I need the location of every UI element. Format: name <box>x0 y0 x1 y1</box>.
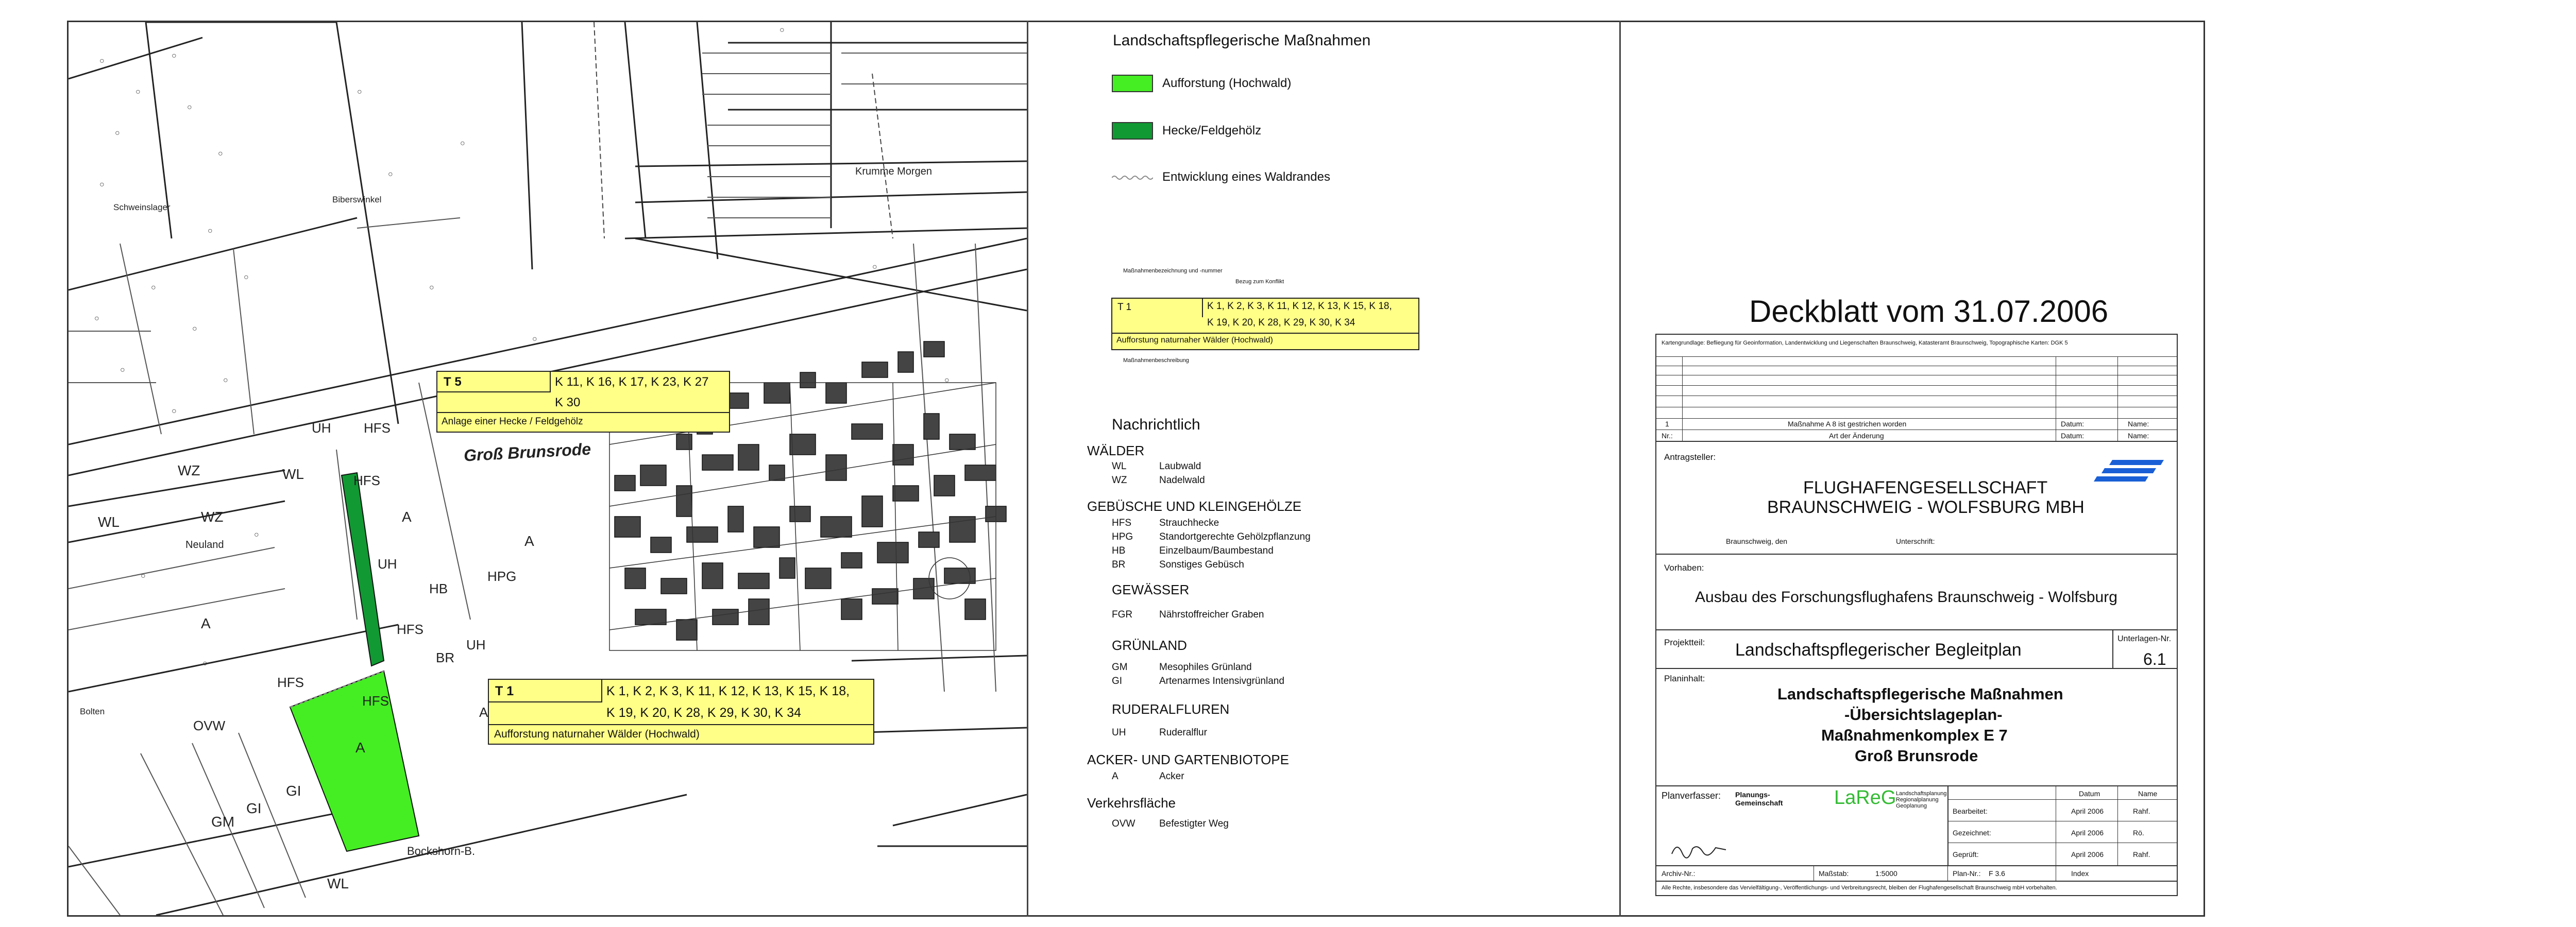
svg-text:○: ○ <box>357 88 362 96</box>
biotope-code: HB <box>1112 545 1126 556</box>
signature <box>1669 838 1731 859</box>
swatch-hecke <box>1112 122 1153 140</box>
svg-text:○: ○ <box>460 139 465 148</box>
biotope-code: WL <box>1112 461 1127 472</box>
conflict-refs-line1: K 11, K 16, K 17, K 23, K 27 <box>555 375 709 389</box>
biotope-label-a: A <box>402 509 412 525</box>
sign-place: Braunschweig, den <box>1726 537 1788 545</box>
example-note-ref: Bezug zum Konflikt <box>1235 279 1284 285</box>
biotope-label-gi: GI <box>246 800 262 816</box>
map-legend-divider <box>1027 21 1028 917</box>
swatch-aufforstung <box>1112 75 1153 92</box>
svg-text:○: ○ <box>532 335 537 344</box>
biotope-label: Laubwald <box>1159 461 1201 472</box>
biotope-label: Ruderalflur <box>1159 727 1207 738</box>
measure-code: T 1 <box>495 684 514 698</box>
bearbeitet-label: Bearbeitet: <box>1953 807 1988 815</box>
projektteil-label: Projektteil: <box>1664 638 1705 647</box>
planinhalt-line2: -Übersichtslageplan- <box>1844 706 2003 724</box>
svg-text:○: ○ <box>172 52 177 60</box>
biotope-code: GM <box>1112 662 1128 673</box>
gezeichnet-label: Gezeichnet: <box>1953 829 1991 837</box>
legend-group-heading: ACKER- UND GARTENBIOTOPE <box>1087 752 1289 767</box>
biotope-label-uh: UH <box>378 556 397 572</box>
biotope-label-a: A <box>479 705 488 720</box>
conflict-refs-line1: K 1, K 2, K 3, K 11, K 12, K 13, K 15, K 18, <box>606 684 850 698</box>
legend-group-heading: GRÜNLAND <box>1112 638 1187 653</box>
geprueft-name: Rahf. <box>2133 850 2150 859</box>
svg-text:○: ○ <box>779 26 785 35</box>
svg-text:○: ○ <box>872 263 877 271</box>
biotope-code: GI <box>1112 676 1123 686</box>
biotope-code: UH <box>1112 727 1126 738</box>
lareg-subtitle: Landschaftsplanung Regionalplanung Geoplanung <box>1896 791 1947 809</box>
sign-label: Unterschrift: <box>1896 537 1935 545</box>
svg-text:○: ○ <box>388 170 393 179</box>
projektteil-text: Landschaftspflegerischer Begleitplan <box>1735 640 2022 660</box>
biotope-label: Nadelwald <box>1159 475 1205 486</box>
biotope-label: Mesophiles Grünland <box>1159 662 1252 673</box>
revision-text: Maßnahme A 8 ist gestrichen worden <box>1788 420 1907 428</box>
planinhalt-line3: Maßnahmenkomplex E 7 <box>1821 726 2008 744</box>
biotope-label-wz: WZ <box>201 509 224 525</box>
company-line2: BRAUNSCHWEIG - WOLFSBURG MBH <box>1767 497 2084 517</box>
measure-description: Anlage einer Hecke / Feldgehölz <box>442 416 583 427</box>
map-area <box>69 22 1027 915</box>
biotope-label-uh: UH <box>312 420 331 436</box>
legend-item-label: Hecke/Feldgehölz <box>1162 124 1262 138</box>
biotope-code: FGR <box>1112 609 1133 620</box>
legend-group-heading: WÄLDER <box>1087 443 1145 458</box>
archiv-label: Archiv-Nr.: <box>1662 869 1696 878</box>
planinhalt-label: Planinhalt: <box>1664 674 1705 683</box>
measure-box-t5 <box>436 371 730 433</box>
biotope-label-br: BR <box>436 650 455 665</box>
airport-company-logo <box>2092 456 2166 487</box>
biotope-label-a: A <box>201 615 211 631</box>
svg-text:○: ○ <box>254 530 259 539</box>
company-line1: FLUGHAFENGESELLSCHAFT <box>1803 478 2048 497</box>
legend-titleblock-divider <box>1619 21 1621 917</box>
legend-item-label: Entwicklung eines Waldrandes <box>1162 170 1330 184</box>
biotope-label-hpg: HPG <box>487 569 517 584</box>
biotope-label-wl: WL <box>327 876 349 891</box>
place-label-neuland: Neuland <box>185 539 224 551</box>
measure-box-t1 <box>488 679 874 745</box>
legend-title: Landschaftspflegerische Maßnahmen <box>1113 32 1371 49</box>
measure-description: Aufforstung naturnaher Wälder (Hochwald) <box>1116 336 1273 345</box>
biotope-label: Befestigter Weg <box>1159 818 1229 829</box>
svg-text:○: ○ <box>944 376 950 385</box>
bearbeitet-name: Rahf. <box>2133 807 2150 815</box>
biotope-label-hfs: HFS <box>364 420 391 436</box>
biotope-label: Artenarmes Intensivgrünland <box>1159 676 1284 686</box>
biotope-label-gi: GI <box>286 783 301 799</box>
measure-code: T 1 <box>1117 302 1132 313</box>
svg-text:○: ○ <box>192 324 197 333</box>
legend-group-heading: GEBÜSCHE UND KLEINGEHÖLZE <box>1087 499 1302 514</box>
deckblatt-title: Deckblatt vom 31.07.2006 <box>1749 294 2109 329</box>
massstab-value: 1:5000 <box>1875 869 1897 878</box>
place-label-krumme-morgen: Krumme Morgen <box>855 166 932 177</box>
conflict-refs-line2: K 19, K 20, K 28, K 29, K 30, K 34 <box>606 706 802 720</box>
biotope-label-a: A <box>524 533 534 549</box>
place-label-biberswinkel: Biberswinkel <box>332 195 382 204</box>
place-label-bockshorn: Bockshorn-B. <box>407 845 476 857</box>
conflict-refs-line1: K 1, K 2, K 3, K 11, K 12, K 13, K 15, K 18, <box>1207 301 1392 312</box>
datum-header: Datum <box>2079 789 2100 798</box>
biotope-label-hfs: HFS <box>397 622 423 637</box>
biotope-label: Nährstoffreicher Graben <box>1159 609 1264 620</box>
svg-text:○: ○ <box>94 314 99 323</box>
planinhalt-line1: Landschaftspflegerische Maßnahmen <box>1777 685 2063 703</box>
nachrichtlich-title: Nachrichtlich <box>1112 416 1200 433</box>
vorhaben-label: Vorhaben: <box>1664 563 1704 573</box>
antragsteller-label: Antragsteller: <box>1664 452 1716 462</box>
svg-text:○: ○ <box>172 407 177 416</box>
geprueft-label: Geprüft: <box>1953 850 1979 859</box>
biotope-label: Acker <box>1159 771 1184 782</box>
svg-text:○: ○ <box>223 376 228 385</box>
revision-datum-label: Datum: <box>2061 420 2084 428</box>
svg-text:○: ○ <box>135 88 141 96</box>
index-label: Index <box>2071 869 2089 878</box>
conflict-refs-line2: K 19, K 20, K 28, K 29, K 30, K 34 <box>1207 317 1355 328</box>
svg-text:○: ○ <box>208 227 213 235</box>
legend-item-label: Aufforstung (Hochwald) <box>1162 76 1292 90</box>
name-header: Name <box>2138 789 2158 798</box>
biotope-code: A <box>1112 771 1118 782</box>
svg-text:○: ○ <box>202 659 208 668</box>
measure-code: T 5 <box>444 375 462 389</box>
svg-text:○: ○ <box>115 129 120 138</box>
biotope-label-hfs: HFS <box>353 473 380 488</box>
legend-example-box <box>1111 298 1419 350</box>
legend-group-heading: GEWÄSSER <box>1112 582 1190 597</box>
biotope-label: Einzelbaum/Baumbestand <box>1159 545 1274 556</box>
unterlagen-label: Unterlagen-Nr. <box>2117 634 2172 643</box>
biotope-label-wl: WL <box>98 514 120 530</box>
bearbeitet-datum: April 2006 <box>2071 807 2104 815</box>
svg-text:○: ○ <box>429 283 434 292</box>
svg-text:○: ○ <box>244 273 249 282</box>
revision-datum-label: Datum: <box>2061 432 2084 440</box>
svg-text:○: ○ <box>99 180 105 189</box>
gezeichnet-name: Rö. <box>2133 829 2144 837</box>
biotope-label-ovw: OVW <box>193 718 226 733</box>
place-label-gross-brunsrode: Groß Brunsrode <box>463 439 591 465</box>
legend-group-heading: Verkehrsfläche <box>1087 795 1176 811</box>
example-note-bottom: Maßnahmenbeschreibung <box>1123 357 1189 364</box>
unterlagen-nr: 6.1 <box>2143 650 2166 668</box>
revision-name-label: Name: <box>2128 432 2149 440</box>
biotope-code: WZ <box>1112 475 1127 486</box>
place-label-schweinslager: Schweinslager <box>113 202 171 212</box>
svg-text:○: ○ <box>120 366 125 374</box>
place-label-bolten: Bolten <box>80 707 105 716</box>
conflict-refs-line2: K 30 <box>555 396 581 409</box>
biotope-code: HPG <box>1112 531 1133 542</box>
svg-text:○: ○ <box>151 283 156 292</box>
geprueft-datum: April 2006 <box>2071 850 2104 859</box>
plan-nr-value: F 3.6 <box>1989 869 2005 878</box>
biotope-label-wl: WL <box>282 466 304 482</box>
biotope-code: BR <box>1112 559 1126 570</box>
biotope-label-a: A <box>355 740 365 756</box>
biotope-label-wz: WZ <box>178 462 200 478</box>
biotope-code: OVW <box>1112 818 1136 829</box>
biotope-label-gm: GM <box>211 814 235 830</box>
planverfasser-label: Planverfasser: <box>1662 791 1721 801</box>
gezeichnet-datum: April 2006 <box>2071 829 2104 837</box>
biotope-label-uh: UH <box>466 637 486 653</box>
biotope-label: Standortgerechte Gehölzpflanzung <box>1159 531 1311 542</box>
copyright-footer: Alle Rechte, insbesondere das Vervielfältigung-, Veröffentlichungs- und Verbreitungsrecht, bleiben der Flughafengesellschaft Braunschweig mbH vorbehalten. <box>1662 885 2057 891</box>
biotope-label-hb: HB <box>429 581 448 596</box>
planinhalt-line4: Groß Brunsrode <box>1855 747 1978 765</box>
svg-text:○: ○ <box>99 57 105 65</box>
biotope-label-hfs: HFS <box>277 675 304 690</box>
revision-number: 1 <box>1665 420 1669 428</box>
planungs-gemeinschaft: Planungs-Gemeinschaft <box>1735 791 1783 807</box>
nr-label: Nr.: <box>1662 432 1673 440</box>
swatch-waldrand <box>1112 173 1153 183</box>
legend-group-heading: RUDERALFLUREN <box>1112 701 1230 717</box>
vorhaben-text: Ausbau des Forschungsflughafens Braunschweig - Wolfsburg <box>1695 589 2117 606</box>
measure-description: Aufforstung naturnaher Wälder (Hochwald) <box>494 728 700 740</box>
plan-nr-label: Plan-Nr.: <box>1953 869 1981 878</box>
biotope-label: Sonstiges Gebüsch <box>1159 559 1244 570</box>
biotope-code: HFS <box>1112 518 1131 528</box>
revision-name-label: Name: <box>2128 420 2149 428</box>
massstab-label: Maßstab: <box>1819 869 1849 878</box>
biotope-label: Strauchhecke <box>1159 518 1219 528</box>
example-note-top: Maßnahmenbezeichnung und -nummer <box>1123 268 1223 274</box>
art-der-aenderung-label: Art der Änderung <box>1829 432 1884 440</box>
lareg-logo: LaReG <box>1834 787 1896 809</box>
base-map-note: Kartengrundlage: Befliegung für Geoinformation, Landentwicklung und Liegenschaften Braunschweig, Katasteramt Braunschweig, Topographische Karten: DGK 5 <box>1662 340 2068 346</box>
svg-text:○: ○ <box>141 572 146 580</box>
svg-text:○: ○ <box>218 149 223 158</box>
svg-text:○: ○ <box>187 103 192 112</box>
biotope-label-hfs: HFS <box>362 693 389 709</box>
